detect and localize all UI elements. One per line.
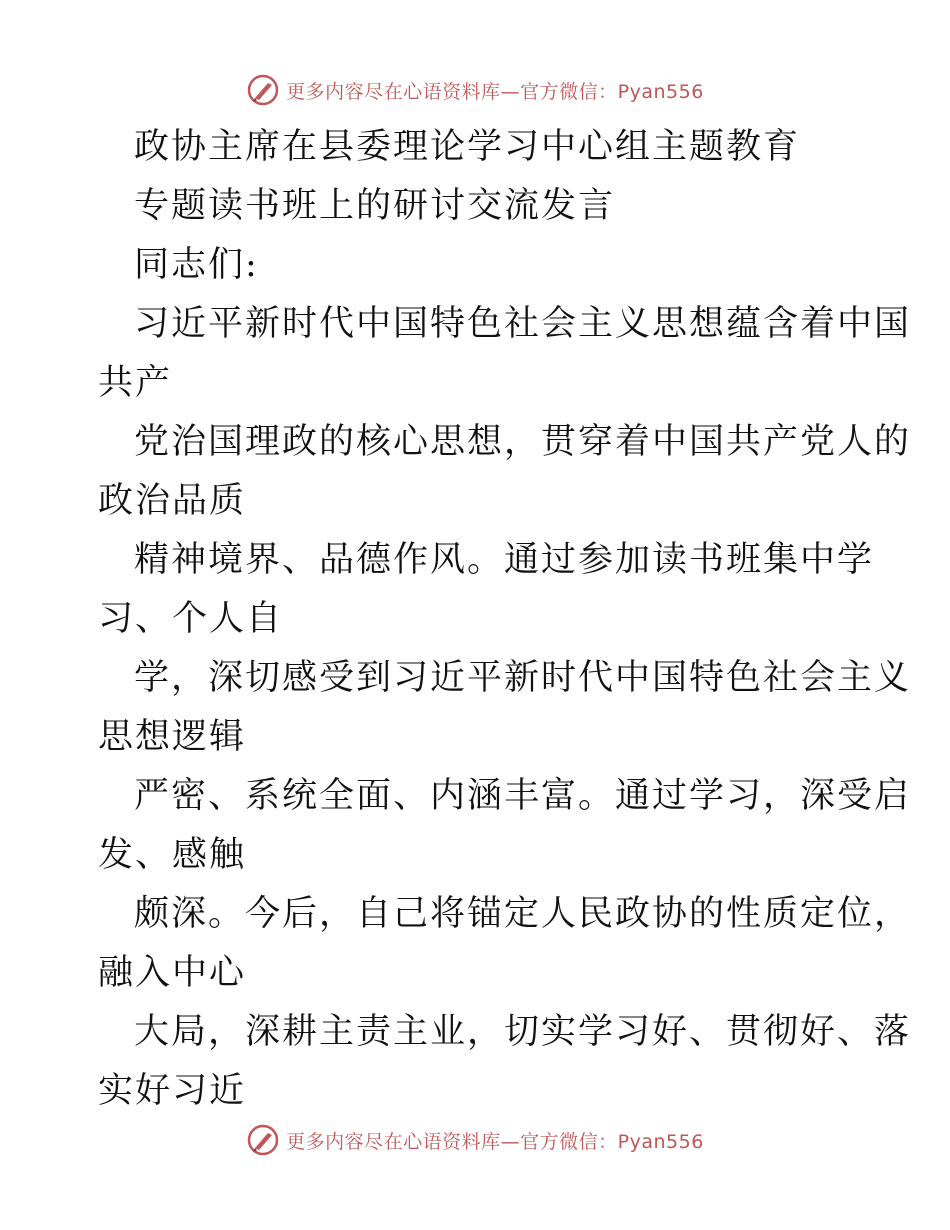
paragraph-line: 政治品质 bbox=[98, 481, 247, 521]
header-watermark-text: 更多内容尽在心语资料库—官方微信：Pyan556 bbox=[286, 80, 704, 103]
paragraph-line: 思想逻辑 bbox=[98, 717, 247, 757]
document-subtitle-line: 专题读书班上的研讨交流发言 bbox=[134, 186, 616, 226]
paragraph-line: 颇深。今后，自己将锚定人民政协的性质定位， bbox=[134, 894, 912, 934]
document-body bbox=[98, 118, 912, 1121]
paragraph-line: 精神境界、品德作风。通过参加读书班集中学 bbox=[134, 540, 875, 580]
footer-watermark bbox=[0, 1120, 950, 1160]
paragraph-line: 习、个人自 bbox=[98, 599, 284, 639]
paragraph-line: 实好习近 bbox=[98, 1071, 247, 1111]
paragraph-line: 共产 bbox=[98, 363, 173, 403]
header-watermark bbox=[0, 70, 950, 110]
paragraph-line: 学，深切感受到习近平新时代中国特色社会主义 bbox=[134, 658, 912, 698]
paragraph-line: 严密、系统全面、内涵丰富。通过学习，深受启 bbox=[134, 776, 912, 816]
paragraph-line: 习近平新时代中国特色社会主义思想蕴含着中国 bbox=[134, 304, 912, 344]
paragraph-line: 同志们: bbox=[134, 245, 259, 285]
document-title-line: 政协主席在县委理论学习中心组主题教育 bbox=[134, 127, 801, 167]
paragraph-line: 融入中心 bbox=[98, 953, 247, 993]
paragraph-line: 大局，深耕主责主业，切实学习好、贯彻好、落 bbox=[134, 1012, 912, 1052]
paragraph-line: 党治国理政的核心思想，贯穿着中国共产党人的 bbox=[134, 422, 912, 462]
footer-watermark-text: 更多内容尽在心语资料库—官方微信：Pyan556 bbox=[286, 1130, 704, 1153]
quill-pen-logo-icon bbox=[246, 1123, 280, 1157]
paragraph-line: 发、感触 bbox=[98, 835, 247, 875]
quill-pen-logo-icon bbox=[246, 73, 280, 107]
